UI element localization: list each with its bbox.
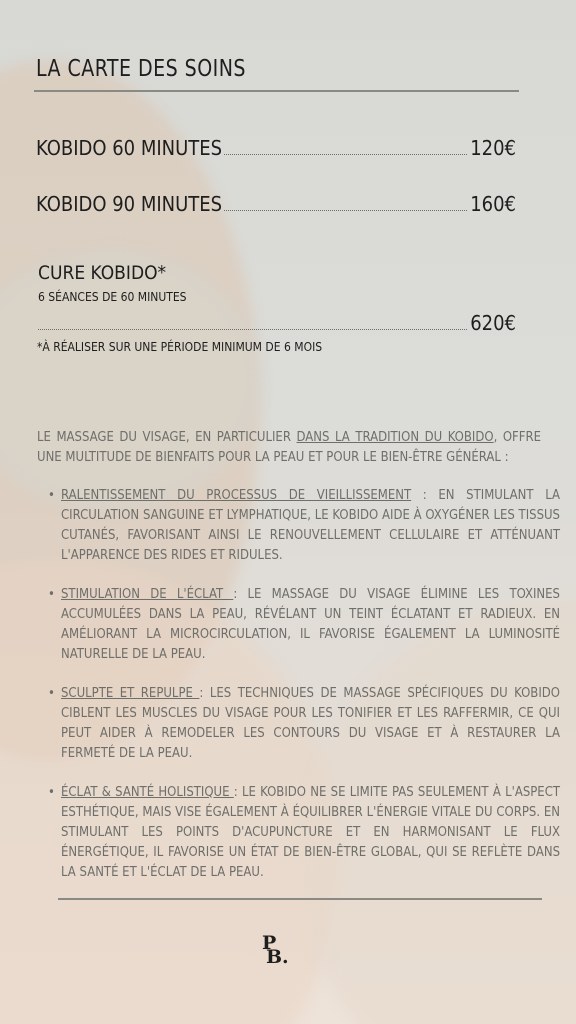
benefits-list: [42, 486, 560, 902]
dot-leader: [224, 210, 467, 211]
intro-text: , OFFRE UNE MULTITUDE DE BIENFAITS POUR LA PEAU ET POUR LE BIEN-ÊTRE GÉNÉRAL :: [37, 430, 541, 465]
price-value: 160€: [470, 192, 516, 216]
benefit-text: : EN STIMULANT LA CIRCULATION SANGUINE ET LYMPHATIQUE, LE KOBIDO AIDE À OXYGÉNER LES TISSUS CUTANÉS, FAVORISANT AINSI LE RENOUVELLEMENT CELLULAIRE ET ATTÉNUANT L'APPARENCE DES RIDES ET RIDULES.: [61, 488, 560, 563]
price-label: KOBIDO 60 MINUTES: [36, 136, 223, 160]
price-value: 620€: [470, 311, 516, 335]
price-row-cure: [36, 311, 516, 335]
cure-title: CURE KOBIDO*: [38, 262, 167, 284]
intro-paragraph: [37, 428, 541, 468]
benefit-text: : LES TECHNIQUES DE MASSAGE SPÉCIFIQUES DU KOBIDO CIBLENT LES MUSCLES DU VISAGE POUR LES TONIFIER ET LES RAFFERMIR, CE QUI PEUT AIDER À REMODELER LES CONTOURS DU VISAGE ET À RESTAURER LA FERMETÉ DE LA PEAU.: [61, 686, 560, 761]
logo-letter: P: [262, 932, 277, 954]
dot-leader: [224, 154, 467, 155]
dot-leader: [38, 329, 467, 330]
benefit-text: : LE KOBIDO NE SE LIMITE PAS SEULEMENT À L'ASPECT ESTHÉTIQUE, MAIS VISE ÉGALEMENT À ÉQUILIBRER L'ÉNERGIE VITALE DU CORPS. EN STIMULANT LES POINTS D'ACUPUNCTURE ET EN HARMONISANT LE FLUX ÉNERGÉTIQUE, IL FAVORISE UN ÉTAT DE BIEN-ÊTRE GLOBAL, QUI SE REFLÈTE DANS LA SANTÉ ET L'ÉCLAT DE LA PEAU.: [61, 785, 561, 880]
benefit-heading: STIMULATION DE L'ÉCLAT: [61, 587, 234, 602]
list-item: [61, 684, 560, 764]
brand-logo: [262, 932, 288, 972]
benefit-heading: ÉCLAT & SANTÉ HOLISTIQUE: [61, 785, 234, 800]
title-divider: [34, 90, 519, 92]
logo-letter: B.: [266, 946, 289, 968]
price-row-kobido-60: [36, 136, 516, 160]
cure-footnote: *À RÉALISER SUR UNE PÉRIODE MINIMUM DE 6 MOIS: [37, 340, 323, 354]
intro-underlined: DANS LA TRADITION DU KOBIDO: [296, 430, 494, 445]
benefit-text: : LE MASSAGE DU VISAGE ÉLIMINE LES TOXINES ACCUMULÉES DANS LA PEAU, RÉVÉLANT UN TEINT ÉCLATANT ET RADIEUX. EN AMÉLIORANT LA MICROCIRCULATION, IL FAVORISE ÉGALEMENT LA LUMINOSITÉ NATURELLE DE LA PEAU.: [61, 587, 560, 662]
price-value: 120€: [470, 136, 516, 160]
list-item: [61, 585, 560, 665]
list-item: [61, 783, 560, 883]
cure-subtitle: 6 SÉANCES DE 60 MINUTES: [38, 290, 187, 304]
intro-text: LE MASSAGE DU VISAGE, EN PARTICULIER: [37, 430, 297, 445]
price-label: KOBIDO 90 MINUTES: [36, 192, 223, 216]
benefit-heading: RALENTISSEMENT DU PROCESSUS DE VIEILLISSEMENT: [61, 488, 412, 503]
price-row-kobido-90: [36, 192, 516, 216]
bottom-divider: [58, 898, 542, 900]
list-item: [61, 486, 560, 566]
benefit-heading: SCULPTE ET REPULPE: [61, 686, 200, 701]
page-title: LA CARTE DES SOINS: [36, 56, 246, 82]
